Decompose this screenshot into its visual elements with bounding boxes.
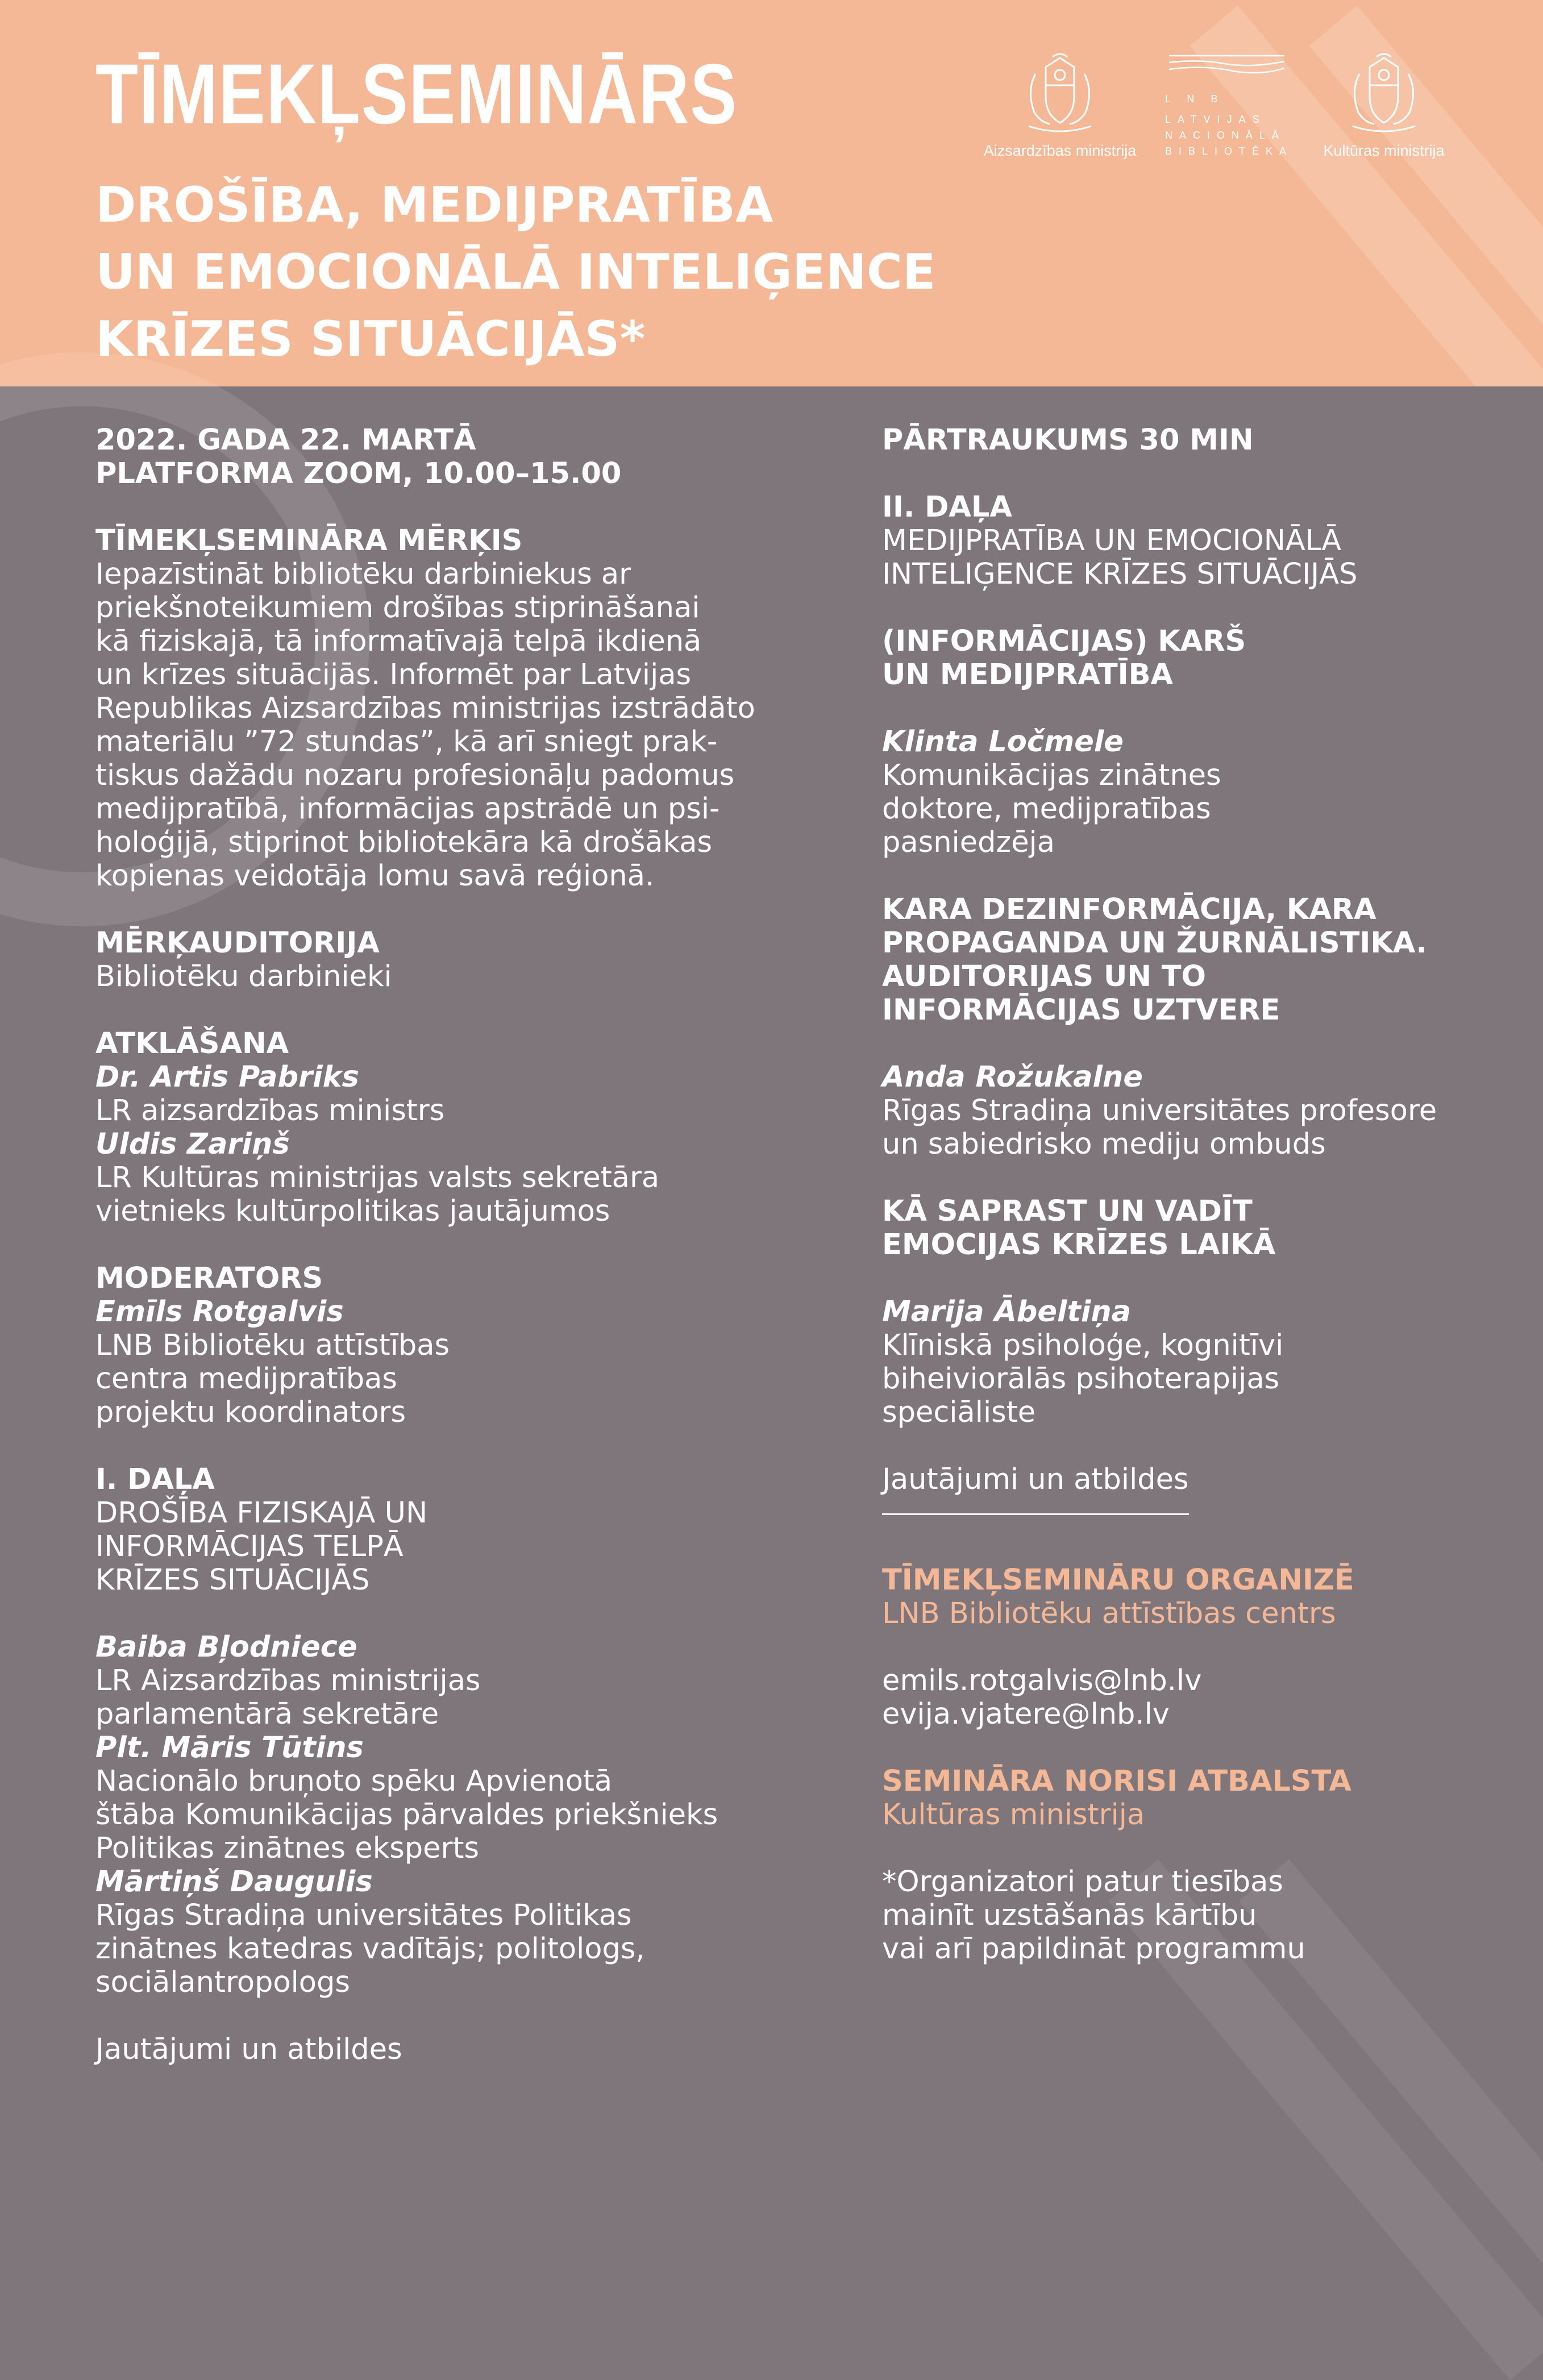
goal-text-line: priekšnoteikumiem drošības stiprināšanai [95, 591, 700, 625]
lnb-letters: L N B [1165, 93, 1225, 105]
speaker-role: Politikas zinātnes eksperts [95, 1832, 480, 1865]
contact-email[interactable]: evija.vjatere@lnb.lv [882, 1697, 1170, 1731]
speaker-role: štāba Komunikācijas pārvaldes priekšnieks [95, 1798, 718, 1832]
moderator-role: projektu koordinators [95, 1396, 406, 1429]
part2-heading: II. DAĻA [882, 490, 1012, 524]
organizer-name: LNB Bibliotēku attīstības centrs [882, 1597, 1336, 1630]
audience-text: Bibliotēku darbinieki [95, 960, 392, 993]
speaker-role: sociālantropologs [95, 1966, 350, 1999]
title-line: KRĪZES SITUĀCIJĀS* [95, 311, 646, 368]
speaker-name: Baiba Bļodniece [95, 1630, 357, 1664]
speaker-role: Rīgas Stradiņa universitātes Politikas [95, 1899, 632, 1932]
support-heading: SEMINĀRA NORISI ATBALSTA [882, 1765, 1351, 1798]
goal-text-line: medijpratībā, informācijas apstrādē un psi- [95, 792, 720, 826]
speaker-role: LR aizsardzības ministrs [95, 1094, 445, 1127]
speaker-role: Klīniskā psiholoģe, kognitīvi [882, 1329, 1284, 1362]
qa-label: Jautājumi un atbildes [95, 2033, 402, 2066]
speaker-role: Rīgas Stradiņa universitātes profesore [882, 1094, 1437, 1127]
moderators-heading: MODERATORS [95, 1262, 323, 1295]
speaker-role: biheiviorālās psihoterapijas [882, 1362, 1280, 1396]
part1-title-line: DROŠĪBA FIZISKAJĀ UN [95, 1496, 428, 1530]
moderator-name: Emīls Rotgalvis [95, 1295, 344, 1329]
break-heading: PĀRTRAUKUMS 30 MIN [882, 423, 1254, 457]
topic-heading: INFORMĀCIJAS UZTVERE [882, 993, 1280, 1027]
speaker-name: Klinta Ločmele [882, 725, 1124, 759]
goal-text-line: Republikas Aizsardzības ministrijas izstrādāto [95, 692, 755, 725]
goal-text-line: un krīzes situācijās. Informēt par Latvijas [95, 658, 692, 692]
coat-of-arms-icon [1012, 51, 1108, 136]
part1-heading: I. DAĻA [95, 1463, 215, 1496]
speaker-role: doktore, medijpratības [882, 792, 1211, 826]
speaker-role: Komunikācijas zinātnes [882, 759, 1221, 792]
speaker-role: un sabiedrisko mediju ombuds [882, 1127, 1326, 1161]
footnote-line: vai arī papildināt programmu [882, 1932, 1305, 1966]
culture-ministry-label: Kultūras ministrija [1323, 142, 1445, 159]
speaker-name: Mārtiņš Daugulis [95, 1865, 373, 1899]
speaker-name: Uldis Zariņš [95, 1127, 290, 1161]
topic-heading: KARA DEZINFORMĀCIJA, KARA [882, 893, 1376, 926]
goal-text-line: holoģijā, stiprinot bibliotekāra kā drošākas [95, 826, 713, 859]
goal-text-line: Iepazīstināt bibliotēku darbiniekus ar [95, 557, 631, 591]
header-band [0, 0, 1543, 386]
topic-heading: (INFORMĀCIJAS) KARŠ [882, 625, 1246, 658]
culture-ministry-logo [1301, 51, 1466, 160]
qa-label: Jautājumi un atbildes [882, 1463, 1189, 1496]
lnb-name-line: LATVIJAS [1165, 114, 1266, 125]
event-label: TĪMEKĻSEMINĀRS [95, 46, 738, 142]
part2-title-line: INTELIĢENCE KRĪZES SITUĀCIJĀS [882, 557, 1358, 591]
topic-heading: KĀ SAPRAST UN VADĪT [882, 1195, 1253, 1228]
speaker-role: parlamentārā sekretāre [95, 1697, 439, 1731]
title-line: DROŠĪBA, MEDIJPRATĪBA [95, 177, 773, 234]
lnb-logo [1165, 51, 1294, 159]
footnote-line: *Organizatori patur tiesības [882, 1865, 1284, 1899]
moderator-role: LNB Bibliotēku attīstības [95, 1329, 450, 1362]
lnb-name-line: BIBLIOTĒKA [1165, 145, 1294, 157]
speaker-name: Marija Ābeltiņa [882, 1295, 1132, 1329]
organizer-heading: TĪMEKĻSEMINĀRU ORGANIZĒ [882, 1563, 1354, 1597]
speaker-role: pasniedzēja [882, 826, 1055, 859]
topic-heading: EMOCIJAS KRĪZES LAIKĀ [882, 1228, 1276, 1262]
speaker-name: Anda Rožukalne [882, 1060, 1143, 1094]
lnb-wave-icon [1168, 51, 1287, 85]
speaker-role: speciāliste [882, 1396, 1036, 1429]
defence-ministry-logo [966, 51, 1154, 160]
speaker-role: LR Kultūras ministrijas valsts sekretāra [95, 1161, 660, 1195]
logos [966, 51, 1466, 193]
speaker-role: Nacionālo bruņoto spēku Apvienotā [95, 1765, 613, 1798]
footnote-line: mainīt uzstāšanās kārtību [882, 1899, 1257, 1932]
title-line: UN EMOCIONĀLĀ INTELIĢENCE [95, 244, 936, 301]
page-title [95, 172, 1062, 373]
left-column [95, 423, 846, 2066]
goal-text-line: materiālu ”72 stundas”, kā arī sniegt prak- [95, 725, 718, 759]
coat-of-arms-icon [1336, 51, 1432, 136]
topic-heading: PROPAGANDA UN ŽURNĀLISTIKA. [882, 926, 1427, 960]
speaker-name: Plt. Māris Tūtins [95, 1731, 364, 1765]
moderator-role: centra medijpratības [95, 1362, 397, 1396]
goal-text-line: kopienas veidotāja lomu savā reģionā. [95, 859, 655, 893]
topic-heading: UN MEDIJPRATĪBA [882, 658, 1173, 692]
part1-title-line: KRĪZES SITUĀCIJĀS [95, 1563, 370, 1597]
speaker-name: Dr. Artis Pabriks [95, 1060, 359, 1094]
part1-title-line: INFORMĀCIJAS TELPĀ [95, 1530, 404, 1563]
right-column [882, 423, 1519, 1966]
contact-email[interactable]: emils.rotgalvis@lnb.lv [882, 1664, 1202, 1697]
defence-ministry-label: Aizsardzības ministrija [983, 142, 1137, 159]
speaker-role: zinātnes katedras vadītājs; politologs, [95, 1932, 645, 1966]
audience-heading: MĒRĶAUDITORIJA [95, 926, 380, 960]
divider [882, 1513, 1189, 1515]
event-date: 2022. GADA 22. MARTĀ [95, 423, 476, 457]
opening-heading: ATKLĀŠANA [95, 1027, 289, 1060]
goal-heading: TĪMEKĻSEMINĀRA MĒRĶIS [95, 524, 523, 557]
supporter-name: Kultūras ministrija [882, 1798, 1145, 1832]
goal-text-line: kā fiziskajā, tā informatīvajā telpā ikdienā [95, 625, 702, 658]
goal-text-line: tiskus dažādu nozaru profesionāļu padomus [95, 759, 735, 792]
topic-heading: AUDITORIJAS UN TO [882, 960, 1206, 993]
speaker-role: vietnieks kultūrpolitikas jautājumos [95, 1195, 610, 1228]
lnb-name-line: NACIONĀLĀ [1165, 130, 1286, 141]
speaker-role: LR Aizsardzības ministrijas [95, 1664, 481, 1697]
event-platform: PLATFORMA ZOOM, 10.00–15.00 [95, 457, 622, 490]
part2-title-line: MEDIJPRATĪBA UN EMOCIONĀLĀ [882, 524, 1342, 557]
